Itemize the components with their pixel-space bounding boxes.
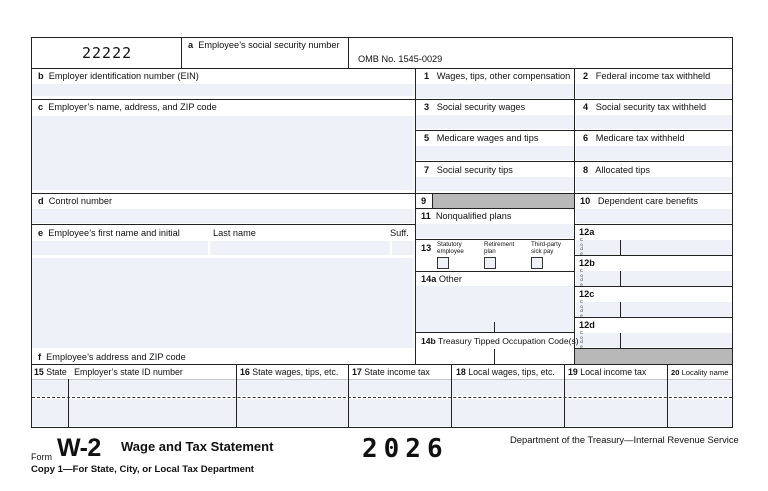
box-d-label: d Control number — [38, 196, 113, 206]
third-party-sick-pay-checkbox[interactable] — [531, 257, 543, 269]
box-13-label: 13 — [421, 243, 432, 253]
box-12a-label: 12a — [579, 227, 595, 237]
box-5-label: 5 Medicare wages and tips — [424, 133, 539, 143]
form-name: W-2 — [57, 434, 101, 462]
box-8-label: 8 Allocated tips — [583, 165, 650, 175]
statutory-employee-label: Statutory employee — [437, 241, 464, 255]
box-14a-label: 14a Other — [421, 274, 462, 284]
box-15-label: 15 State Employer’s state ID number — [34, 367, 183, 377]
copy-label: Copy 1—For State, City, or Local Tax Department — [31, 464, 255, 475]
box-7-label: 7 Social security tips — [424, 165, 513, 175]
box-e-label: e Employee’s first name and initial — [38, 228, 180, 238]
box-12c-code-label: C o d e — [579, 299, 584, 318]
box-a-label: a Employee’s social security number — [188, 40, 340, 50]
box-f-label: f Employee’s address and ZIP code — [38, 352, 186, 362]
box-12a-code-label: C o d e — [579, 237, 584, 256]
box-10-label: 10 Dependent care benefits — [580, 196, 699, 206]
box-12b-code-label: C o d e — [579, 268, 584, 287]
form-title: Wage and Tax Statement — [121, 439, 274, 454]
box-12d-code-label: C o d e — [579, 330, 584, 349]
box-1-label: 1 Wages, tips, other compensation — [424, 71, 571, 81]
box-17-label: 17 State income tax — [352, 367, 430, 377]
box-c-label: c Employer’s name, address, and ZIP code — [38, 102, 217, 112]
box-20-label: 20 Locality name — [671, 368, 729, 377]
box-12b-label: 12b — [579, 258, 595, 268]
retirement-plan-checkbox[interactable] — [484, 257, 496, 269]
box-18-label: 18 Local wages, tips, etc. — [456, 367, 555, 377]
box-e-suffix: Suff. — [390, 228, 409, 238]
retirement-plan-label: Retirement plan — [484, 241, 515, 255]
third-party-sick-pay-label: Third-party sick pay — [531, 241, 561, 255]
box-2-label: 2 Federal income tax withheld — [583, 71, 711, 81]
box-12c-label: 12c — [579, 289, 595, 299]
box-14b-label: 14b Treasury Tipped Occupation Code(s) — [421, 336, 579, 346]
box-9-label: 9 — [421, 196, 427, 206]
box-19-label: 19 Local income tax — [568, 367, 647, 377]
box-e-last-name: Last name — [213, 228, 256, 238]
box-11-label: 11 Nonqualified plans — [421, 211, 512, 221]
box-4-label: 4 Social security tax withheld — [583, 102, 707, 112]
void-code: 22222 — [82, 44, 133, 62]
box-12d-label: 12d — [579, 320, 595, 330]
tax-year: 2026 — [362, 434, 449, 464]
box-3-label: 3 Social security wages — [424, 102, 526, 112]
omb-number: OMB No. 1545-0029 — [358, 54, 443, 64]
box-b-label: b Employer identification number (EIN) — [38, 71, 199, 81]
statutory-employee-checkbox[interactable] — [437, 257, 449, 269]
box-16-label: 16 State wages, tips, etc. — [240, 367, 339, 377]
box-6-label: 6 Medicare tax withheld — [583, 133, 685, 143]
department-label: Department of the Treasury—Internal Revenue Service — [510, 434, 739, 445]
form-prefix: Form — [31, 452, 52, 462]
